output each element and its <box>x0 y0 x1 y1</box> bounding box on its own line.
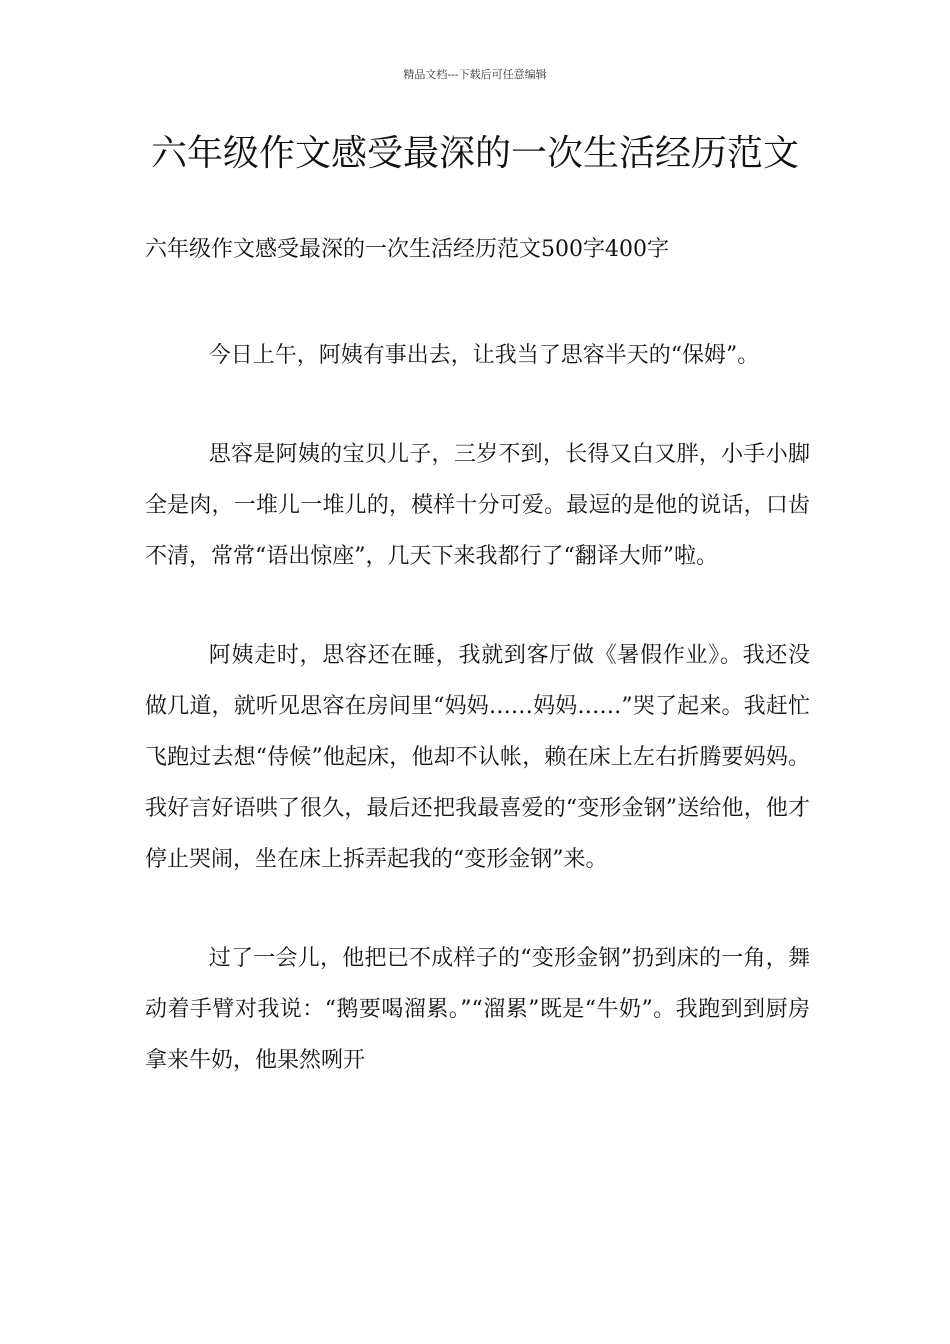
paragraph: 阿姨走时，思容还在睡，我就到客厅做《暑假作业》。我还没做几道，就听见思容在房间里“妈妈……妈妈……”哭了起来。我赶忙飞跑过去想“侍候”他起床，他却不认帐，赖在床上左右折腾要妈妈。我好言好语哄了很久，最后还把我最喜爱的“变形金钢”送给他，他才停止哭闹，坐在床上拆弄起我的“变形金钢”来。 <box>145 643 810 872</box>
document-title: 六年级作文感受最深的一次生活经历范文 <box>150 133 799 174</box>
header-note: 精品文档---下载后可任意编辑 <box>403 68 547 81</box>
article-body <box>145 330 810 1134</box>
paragraph: 过了一会儿，他把已不成样子的“变形金钢”扔到床的一角，舞动着手臂对我说：“鹅要喝溜累。”“溜累”既是“牛奶”。我跑到到厨房拿来牛奶，他果然咧开 <box>145 946 810 1073</box>
paragraph: 思容是阿姨的宝贝儿子，三岁不到，长得又白又胖，小手小脚全是肉，一堆儿一堆儿的，模样十分可爱。最逗的是他的说话，口齿不清，常常“语出惊座”，几天下来我都行了“翻译大师”啦。 <box>145 442 810 569</box>
document-subtitle: 六年级作文感受最深的一次生活经历范文500字400字 <box>145 237 669 262</box>
paragraph: 今日上午，阿姨有事出去，让我当了思容半天的“保姆”。 <box>208 343 760 368</box>
